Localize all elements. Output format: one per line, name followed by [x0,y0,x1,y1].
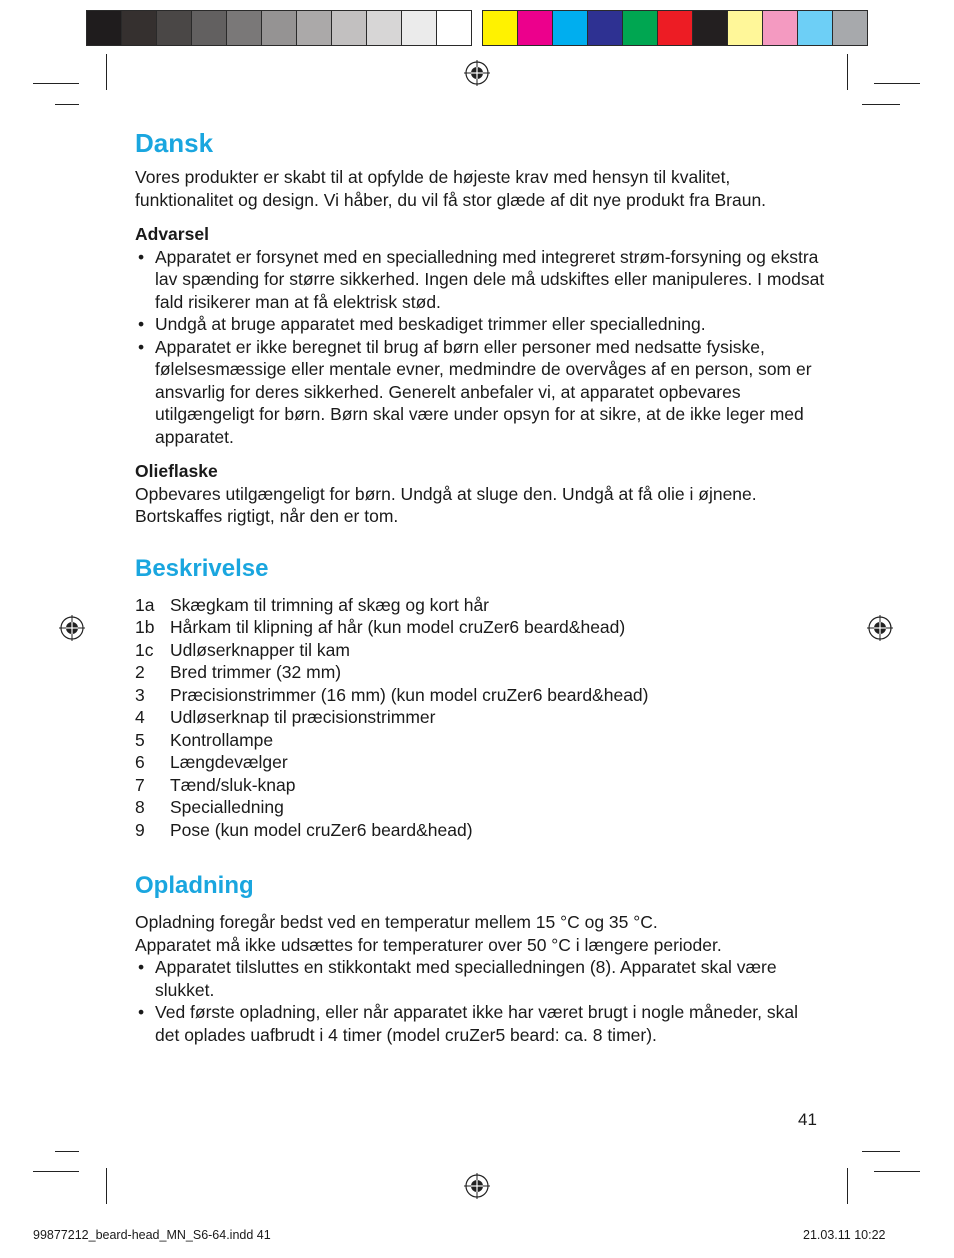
item-text: Specialledning [170,797,284,817]
list-item [135,594,825,617]
list-item: • Apparatet er forsynet med en specialledning med integreret strøm-forsyning og ekstra lav spænding for større sikkerhed. Ingen dele må udskiftes eller manipuleres. I modsat fald risikerer man at få elektrisk stød. [135,246,825,314]
crop-mark [847,54,848,90]
item-text: Præcisionstrimmer (16 mm) (kun model cruZer6 beard&head) [170,684,649,705]
charging-paragraph: Apparatet må ikke udsættes for temperaturer over 50 °C i længere perioder. [135,934,722,955]
item-number: 6 [135,752,145,772]
page-content [135,126,825,1046]
crop-mark [874,83,920,84]
list-item [135,639,825,662]
section-heading-charging: Opladning [135,872,254,899]
item-number: 2 [135,662,145,682]
warning-heading: Advarsel [135,224,209,244]
file-slug: 99877212_beard-head_MN_S6-64.indd 41 [33,1228,271,1242]
gray-swatch [436,10,472,46]
intro-paragraph: Vores produkter er skabt til at opfylde de højeste krav med hensyn til kvalitet, funktionalitet og design. Vi håber, du vil få stor glæde af dit nye produkt fra Braun. [135,167,767,210]
list-item [135,751,825,774]
list-item [135,774,825,797]
list-item [135,684,825,707]
item-text: Bred trimmer (32 mm) [170,662,342,682]
list-item: • Ved første opladning, eller når apparatet ikke har været brugt i nogle måneder, skal det oplades uafbrudt i 4 timer (model cruZer5 beard: ca. 8 timer). [135,1001,825,1046]
item-text: Hårkam til klipning af hår (kun model cruZer6 beard&head) [170,617,626,637]
crop-mark [874,1171,920,1172]
list-item [135,661,825,684]
list-item: • Apparatet tilsluttes en stikkontakt med specialledningen (8). Apparatet skal være slukket. [135,956,825,1001]
crop-mark [33,1171,79,1172]
page-title: Dansk [135,128,214,158]
gray-swatch [331,10,367,46]
list-item [135,819,825,842]
item-text: Pose (kun model cruZer6 beard&head) [170,819,473,840]
item-number: 9 [135,819,145,840]
color-swatch [727,10,763,46]
color-swatch [797,10,833,46]
crop-mark [862,1151,900,1152]
registration-mark-icon [464,60,490,86]
list-item: • Apparatet er ikke beregnet til brug af børn eller personer med nedsatte fysiske, følelsesmæssige eller mentale evner, medmindre de overvåges af en person, som er ansvarlig for deres sikkerhed. Generelt anbefaler vi, at apparatet opbevares utilgængeligt for børn. Børn skal være under opsyn for at sikre, at de ikke leger med apparatet. [135,336,825,449]
color-swatch [692,10,728,46]
gray-swatch [366,10,402,46]
charging-paragraph: Opladning foregår bedst ved en temperatur mellem 15 °C og 35 °C. [135,912,658,932]
item-number: 1a [135,594,155,615]
item-number: 3 [135,684,145,705]
crop-mark [106,54,107,90]
registration-mark-icon [59,615,85,641]
gray-swatch [226,10,262,46]
item-text: Længdevælger [170,752,288,772]
gray-swatch [261,10,297,46]
item-number: 8 [135,797,145,817]
crop-mark [847,1168,848,1204]
gray-swatch [86,10,122,46]
charging-list [135,956,825,1046]
crop-mark [55,1151,79,1152]
list-item [135,706,825,729]
item-text: Skægkam til trimning af skæg og kort hår [170,594,490,615]
item-number: 4 [135,707,145,727]
section-heading-description: Beskrivelse [135,554,269,582]
gray-swatch [156,10,192,46]
color-swatch [832,10,868,46]
gray-swatch [121,10,157,46]
item-text: Tænd/sluk-knap [170,774,296,795]
date-slug: 21.03.11 10:22 [803,1228,886,1242]
item-number: 7 [135,774,145,795]
oil-paragraph: Opbevares utilgængeligt for børn. Undgå at sluge den. Undgå at få olie i øjnene. Bortskaffes rigtigt, når den er tom. [135,483,757,526]
color-swatch [587,10,623,46]
item-text: Kontrollampe [170,729,274,750]
list-item [135,796,825,819]
color-swatch [552,10,588,46]
item-number: 5 [135,729,145,750]
gray-swatch [296,10,332,46]
item-number: 1b [135,617,155,637]
item-number: 1c [135,639,154,660]
warning-list [135,246,825,449]
color-swatch [622,10,658,46]
crop-mark [33,83,79,84]
color-swatch [762,10,798,46]
registration-mark-icon [867,615,893,641]
gray-swatch [401,10,437,46]
gray-swatch [191,10,227,46]
list-item [135,616,825,639]
registration-mark-icon [464,1173,490,1199]
color-swatch [657,10,693,46]
page-number: 41 [798,1110,817,1129]
crop-mark [862,104,900,105]
description-list [135,594,825,842]
item-text: Udløserknap til præcisionstrimmer [170,707,436,727]
crop-mark [55,104,79,105]
list-item [135,729,825,752]
list-item: • Undgå at bruge apparatet med beskadiget trimmer eller specialledning. [135,313,825,336]
item-text: Udløserknapper til kam [170,639,350,660]
color-swatch [517,10,553,46]
color-swatch [482,10,518,46]
crop-mark [106,1168,107,1204]
oil-heading: Olieflaske [135,461,218,481]
